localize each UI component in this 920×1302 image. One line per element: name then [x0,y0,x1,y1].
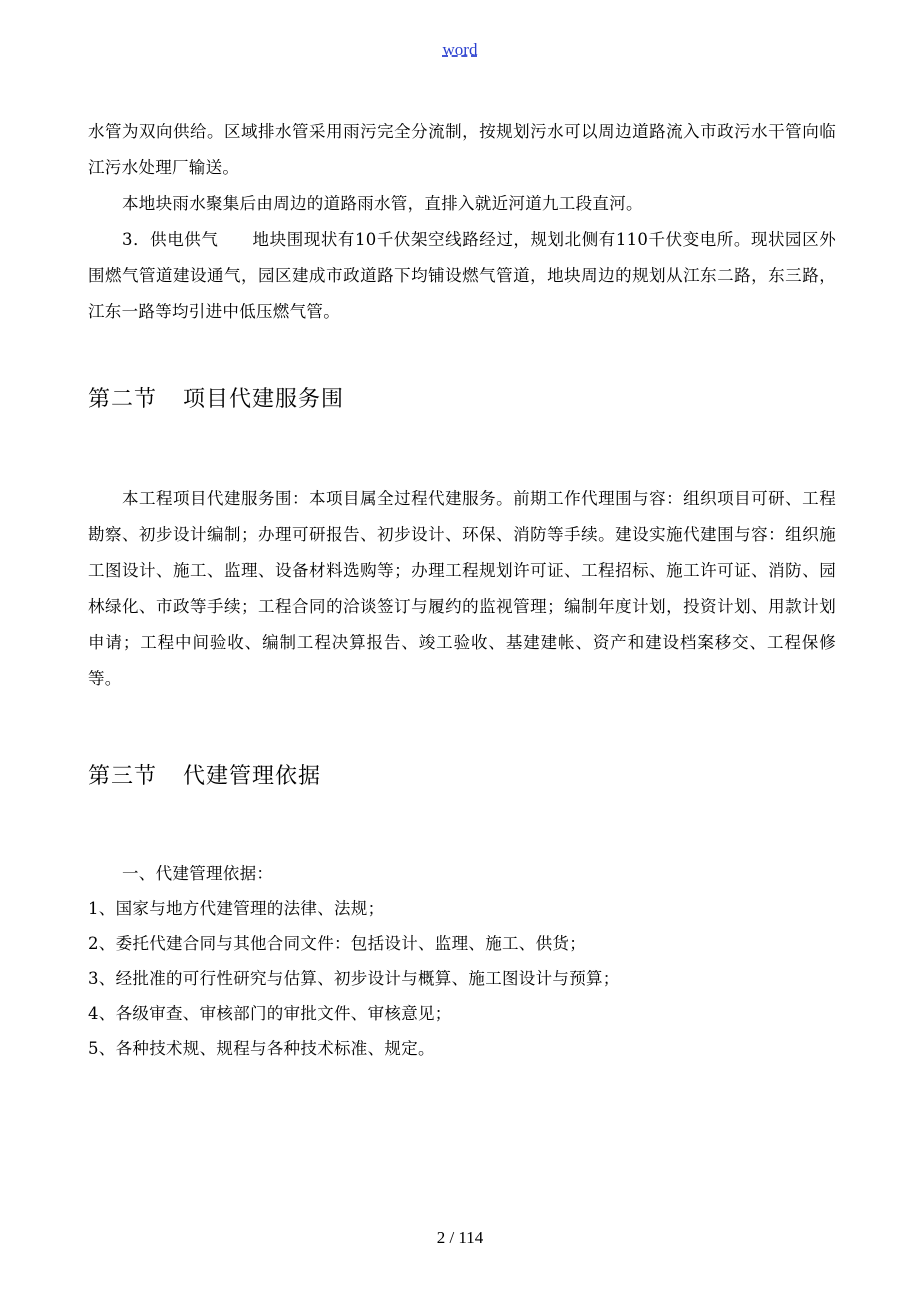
section-2-number: 第二节 [88,387,158,412]
section-3-number: 第三节 [88,764,158,789]
list-item: 3、经批准的可行性研究与估算、初步设计与概算、施工图设计与预算； [88,969,620,988]
header-word-link[interactable]: word [442,40,478,59]
list-item: 1、国家与地方代建管理的法律、法规； [88,899,385,918]
document-body [88,114,836,1066]
intro-paragraph-3: 3．供电供气 地块围现状有10千伏架空线路经过，规划北侧有110千伏变电所。现状园区外围燃气管道建设通气，园区建成市政道路下均铺设燃气管道，地块周边的规划从江东二路，东三路，江东一路等均引进中低压燃气管。 [88,230,836,321]
intro-paragraph-1: 水管为双向供给。区域排水管采用雨污完全分流制，按规划污水可以周边道路流入市政污水干管向临江污水处理厂输送。 [88,122,836,177]
page-number: 2 / 114 [436,1228,484,1247]
section-2-body: 本工程项目代建服务围：本项目属全过程代建服务。前期工作代理围与容：组织项目可研、工程勘察、初步设计编制；办理可研报告、初步设计、环保、消防等手续。建设实施代建围与容：组织施工图设计、施工、监理、设备材料选购等；办理工程规划许可证、工程招标、施工许可证、消防、园林绿化、市政等手续；工程合同的洽谈签订与履约的监视管理；编制年度计划，投资计划、用款计划申请；工程中间验收、编制工程决算报告、竣工验收、基建建帐、资产和建设档案移交、工程保修等。 [88,489,836,688]
section-3-title: 代建管理依据 [183,764,322,789]
intro-paragraph-2: 本地块雨水聚集后由周边的道路雨水管，直排入就近河道九工段直河。 [122,194,643,213]
section-2-heading [88,382,836,413]
section-3-subheading: 一、代建管理依据： [122,864,274,883]
list-item: 4、各级审查、审核部门的审批文件、审核意见； [88,1004,452,1023]
section-3-heading [88,759,836,790]
section-2-title: 项目代建服务围 [183,387,345,412]
list-item: 2、委托代建合同与其他合同文件：包括设计、监理、施工、供货； [88,934,586,953]
list-item: 5、各种技术规、规程与各种技术标准、规定。 [88,1039,435,1058]
